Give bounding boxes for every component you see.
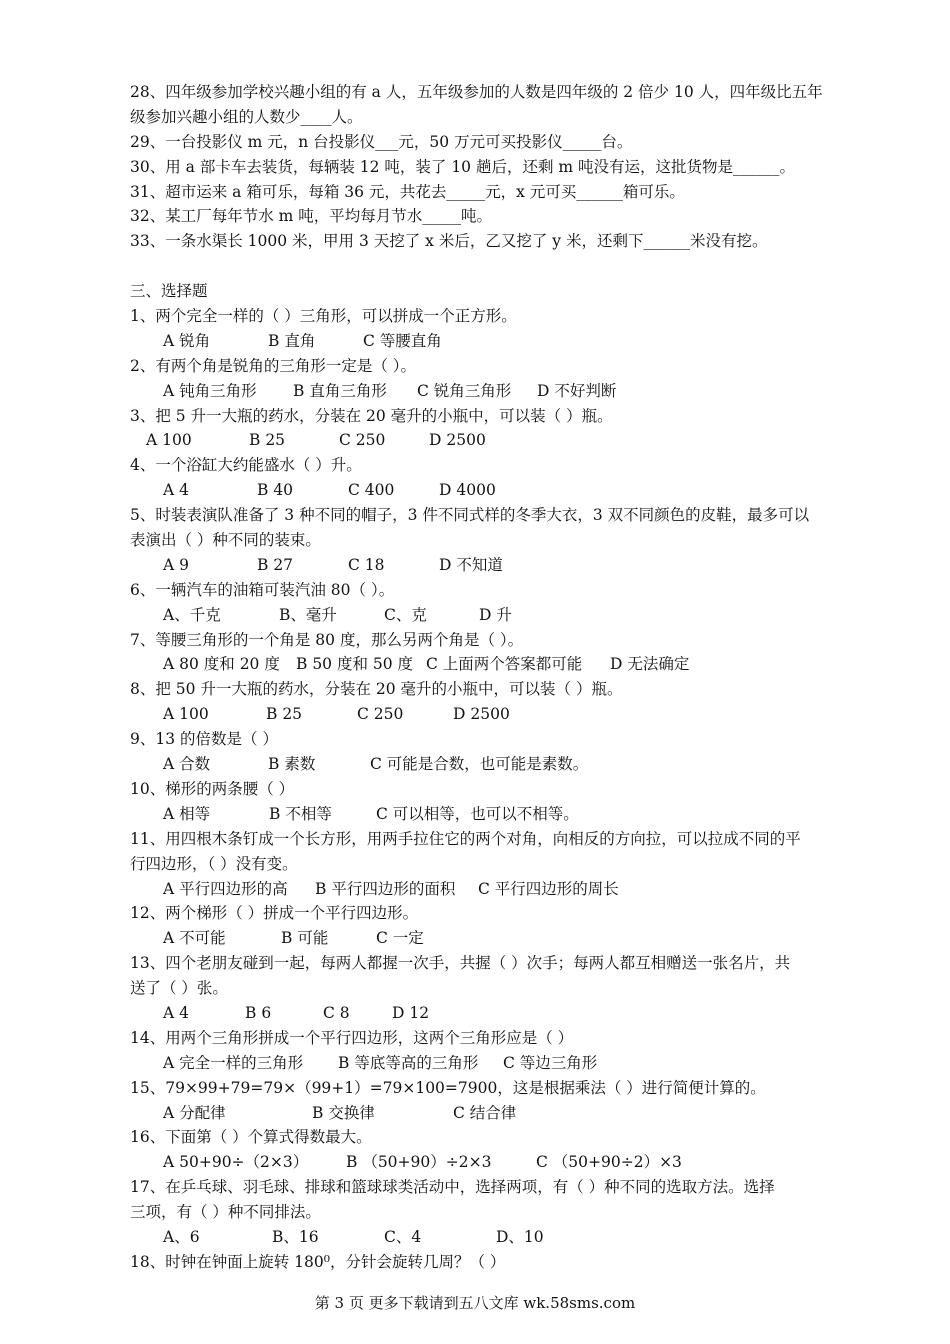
choice-question [130, 1250, 865, 1275]
answer-option: B 6 [245, 1003, 272, 1022]
answer-option: D 不好判断 [537, 381, 617, 400]
answer-option: B、毫升 [279, 605, 337, 624]
question-text: 2、有两个角是锐角的三角形一定是（ ）。 [130, 356, 417, 375]
answer-options [130, 1051, 865, 1076]
question-text: 11、用四根木条钉成一个长方形，用两手拉住它的两个对角，向相反的方向拉，可以拉成不同的平 [130, 829, 801, 848]
answer-option: A 80 度和 20 度 [163, 655, 280, 674]
answer-option: B 40 [257, 481, 294, 500]
question-text: 送了（ ）张。 [130, 979, 228, 998]
answer-option: B 直角 [268, 331, 316, 350]
question-text: 8、把 50 升一大瓶的药水，分装在 20 毫升的小瓶中，可以装（ ）瓶。 [130, 680, 623, 699]
question-text: 9、13 的倍数是（ ） [130, 730, 278, 749]
choice-question [130, 354, 865, 404]
fill-question-line: 32、某工厂每年节水 m 吨，平均每月节水_____吨。 [130, 207, 493, 226]
choice-question [130, 1076, 865, 1126]
choice-question [130, 453, 865, 503]
choice-question [130, 503, 865, 578]
answer-option: A 分配律 [163, 1103, 226, 1122]
question-text: 4、一个浴缸大约能盛水（ ）升。 [130, 456, 362, 475]
fill-question-line: 29、一台投影仪 m 元，n 台投影仪___元，50 万元可买投影仪_____台。 [130, 132, 633, 151]
answer-option: B （50+90）÷2×3 [346, 1153, 492, 1172]
answer-option: B 直角三角形 [293, 381, 387, 400]
choice-question [130, 1125, 865, 1175]
document-page [130, 80, 865, 1275]
answer-options [130, 379, 865, 404]
question-text: 三项，有（ ）种不同排法。 [130, 1203, 321, 1222]
answer-option: C、克 [384, 605, 427, 624]
answer-option: A 100 [163, 705, 209, 724]
answer-option: B 25 [249, 431, 286, 450]
answer-option: A、6 [163, 1227, 200, 1246]
question-text: 5、时装表演队准备了 3 种不同的帽子，3 件不同式样的冬季大衣，3 双不同颜色的皮鞋，最多可以 [130, 506, 810, 525]
answer-option: C 上面两个答案都可能 [426, 655, 583, 674]
fill-question-line: 30、用 a 部卡车去装货，每辆装 12 吨，装了 10 趟后，还剩 m 吨没有运，这批货物是______。 [130, 157, 796, 176]
choice-question [130, 1026, 865, 1076]
question-text: 18、时钟在钟面上旋转 180⁰，分针会旋转几周？（ ） [130, 1252, 506, 1271]
answer-options [130, 752, 865, 777]
fill-in-questions [130, 80, 865, 254]
answer-option: C 等腰直角 [363, 331, 442, 350]
answer-options [130, 802, 865, 827]
answer-option: A 4 [163, 481, 189, 500]
question-text: 1、两个完全一样的（ ）三角形，可以拼成一个正方形。 [130, 307, 517, 326]
answer-options [130, 1150, 865, 1175]
answer-option: C 平行四边形的周长 [478, 879, 619, 898]
answer-option: C 250 [357, 705, 404, 724]
answer-option: C 250 [339, 431, 386, 450]
answer-option: B、16 [272, 1227, 319, 1246]
answer-option: D 无法确定 [610, 655, 690, 674]
question-text: 13、四个老朋友碰到一起，每两人都握一次手，共握（ ）次手；每两人都互相赠送一张名片，共 [130, 954, 791, 973]
fill-question-line: 31、超市运来 a 箱可乐，每箱 36 元，共花去_____元，x 元可买______箱可乐。 [130, 182, 685, 201]
answer-option: D、10 [496, 1227, 544, 1246]
question-text: 行四边形，（ ）没有变。 [130, 854, 298, 873]
answer-option: B 不相等 [269, 804, 332, 823]
question-text: 表演出（ ）种不同的装束。 [130, 531, 321, 550]
answer-options [130, 652, 865, 677]
answer-option: A 50+90÷（2×3） [163, 1153, 309, 1172]
answer-option: A 相等 [163, 804, 211, 823]
answer-option: D 4000 [439, 481, 496, 500]
choice-question [130, 727, 865, 777]
answer-option: A 锐角 [163, 331, 211, 350]
choice-question [130, 578, 865, 628]
answer-option: A 合数 [163, 755, 211, 774]
answer-option: C 一定 [376, 929, 424, 948]
answer-options [130, 1001, 865, 1026]
answer-option: C 锐角三角形 [417, 381, 512, 400]
answer-options [130, 702, 865, 727]
answer-option: A 不可能 [163, 929, 226, 948]
answer-options [130, 877, 865, 902]
answer-option: D 升 [479, 605, 512, 624]
answer-options [130, 1225, 865, 1250]
answer-option: C、4 [384, 1227, 422, 1246]
answer-option: B 25 [266, 705, 303, 724]
choice-question [130, 628, 865, 678]
question-text: 12、两个梯形（ ）拼成一个平行四边形。 [130, 904, 419, 923]
answer-option: B 50 度和 50 度 [296, 655, 414, 674]
answer-option: D 2500 [453, 705, 510, 724]
answer-option: D 2500 [429, 431, 486, 450]
answer-option: A 完全一样的三角形 [163, 1053, 304, 1072]
section-gap [130, 254, 865, 279]
answer-option: A 9 [163, 555, 189, 574]
answer-option: C 8 [323, 1003, 350, 1022]
question-text: 6、一辆汽车的油箱可装汽油 80（ ）。 [130, 580, 395, 599]
section-title: 三、选择题 [130, 282, 208, 301]
answer-option: A 钝角三角形 [163, 381, 257, 400]
answer-options [130, 428, 865, 453]
answer-option: A、千克 [163, 605, 221, 624]
answer-option: C 可能是合数，也可能是素数。 [370, 755, 589, 774]
question-text: 10、梯形的两条腰（ ） [130, 779, 295, 798]
answer-option: B 27 [257, 555, 294, 574]
page-footer: 第 3 页 更多下载请到五八文库 wk.58sms.com [314, 1294, 636, 1312]
choice-question [130, 901, 865, 951]
answer-options [130, 603, 865, 628]
answer-option: C 可以相等，也可以不相等。 [376, 804, 579, 823]
answer-option: C 400 [348, 481, 395, 500]
question-text: 17、在乒乓球、羽毛球、排球和篮球球类活动中，选择两项，有（ ）种不同的选取方法。选择 [130, 1178, 775, 1197]
answer-option: D 不知道 [439, 555, 503, 574]
question-text: 14、用两个三角形拼成一个平行四边形，这两个三角形应是（ ） [130, 1028, 574, 1047]
choice-question [130, 1175, 865, 1250]
answer-option: C 等边三角形 [503, 1053, 598, 1072]
answer-option: A 平行四边形的高 [163, 879, 288, 898]
answer-option: A 4 [163, 1003, 189, 1022]
choice-question [130, 951, 865, 1026]
answer-option: C （50+90÷2）×3 [536, 1153, 682, 1172]
fill-question-line: 28、四年级参加学校兴趣小组的有 a 人，五年级参加的人数是四年级的 2 倍少 10 人，四年级比五年 [130, 83, 823, 101]
question-text: 7、等腰三角形的一个角是 80 度，那么另两个角是（ ）。 [130, 630, 524, 649]
question-text: 3、把 5 升一大瓶的药水，分装在 20 毫升的小瓶中，可以装（ ）瓶。 [130, 406, 613, 425]
answer-option: B 平行四边形的面积 [315, 879, 456, 898]
answer-option: B 可能 [281, 929, 329, 948]
choice-question [130, 827, 865, 902]
answer-options [130, 329, 865, 354]
choice-question [130, 404, 865, 454]
question-text: 15、79×99+79=79×（99+1）=79×100=7900，这是根据乘法（ ）进行简便计算的。 [130, 1078, 766, 1097]
answer-option: B 等底等高的三角形 [338, 1053, 479, 1072]
answer-option: D 12 [392, 1003, 430, 1022]
answer-option: C 结合律 [453, 1103, 517, 1122]
question-text: 16、下面第（ ）个算式得数最大。 [130, 1128, 372, 1147]
choice-question [130, 777, 865, 827]
answer-option: A 100 [146, 431, 192, 450]
answer-options [130, 553, 865, 578]
choice-question [130, 304, 865, 354]
answer-option: B 交换律 [312, 1103, 375, 1122]
fill-question-line: 级参加兴趣小组的人数少____人。 [130, 107, 363, 126]
answer-option: C 18 [348, 555, 385, 574]
answer-option: B 素数 [268, 755, 316, 774]
answer-options [130, 1101, 865, 1126]
answer-options [130, 926, 865, 951]
fill-question-line: 33、一条水渠长 1000 米，甲用 3 天挖了 x 米后，乙又挖了 y 米，还剩下______米没有挖。 [130, 232, 768, 251]
choice-question [130, 677, 865, 727]
answer-options [130, 478, 865, 503]
choice-questions [130, 304, 865, 1275]
